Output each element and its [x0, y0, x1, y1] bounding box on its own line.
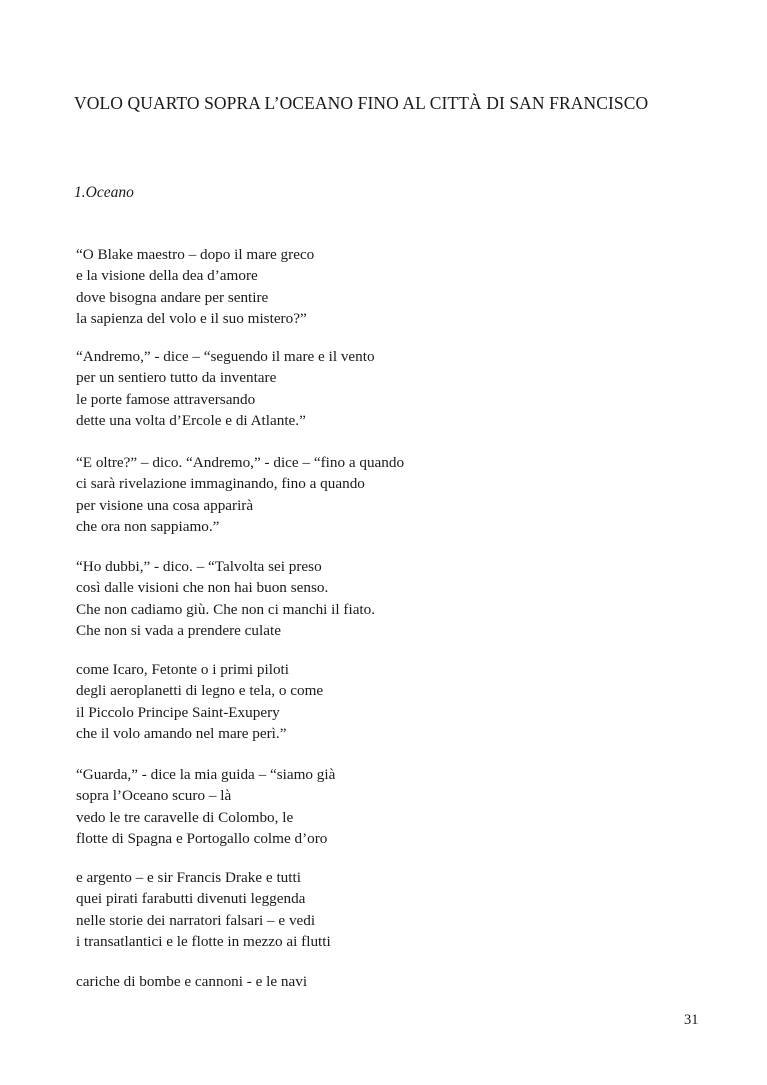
- stanza-2: [76, 346, 375, 431]
- verse-line: e argento – e sir Francis Drake e tutti: [76, 869, 301, 886]
- verse-line: sopra l’Oceano scuro – là: [76, 787, 232, 805]
- verse-line: che il volo amando nel mare perì.”: [76, 724, 287, 742]
- verse-line: dove bisogna andare per sentire: [76, 288, 269, 306]
- verse-line: “Guarda,” - dice la mia guida – “siamo già: [76, 766, 336, 783]
- verse-line: “Ho dubbi,” - dico. – “Talvolta sei preso: [76, 558, 322, 575]
- verse-line: le porte famose attraversando: [76, 390, 256, 408]
- stanza-6: [76, 764, 335, 849]
- verse-line: Che non cadiamo giù. Che non ci manchi il fiato.: [76, 600, 376, 618]
- verse-line: per visione una cosa apparirà: [76, 496, 254, 514]
- stanza-8: [76, 971, 307, 992]
- stanza-4: [76, 556, 375, 641]
- verse-line: “E oltre?” – dico. “Andremo,” - dice – “fino a quando: [76, 454, 405, 471]
- stanza-1: [76, 244, 314, 329]
- stanza-5: [76, 659, 323, 744]
- verse-line: dette una volta d’Ercole e di Atlante.”: [76, 411, 306, 429]
- verse-line: vedo le tre caravelle di Colombo, le: [76, 808, 294, 826]
- verse-line: per un sentiero tutto da inventare: [76, 369, 277, 387]
- page-number: 31: [684, 1012, 699, 1028]
- verse-line: Che non si vada a prendere culate: [76, 621, 281, 639]
- page-title: VOLO QUARTO SOPRA L’OCEANO FINO AL CITTÀ DI SAN FRANCISCO: [74, 93, 649, 113]
- verse-line: cariche di bombe e cannoni - e le navi: [76, 973, 308, 990]
- verse-line: la sapienza del volo e il suo mistero?”: [76, 309, 307, 327]
- verse-line: nelle storie dei narratori falsari – e vedi: [76, 911, 316, 929]
- stanza-3: [76, 452, 404, 537]
- verse-line: che ora non sappiamo.”: [76, 517, 220, 535]
- stanza-7: [76, 867, 331, 952]
- verse-line: così dalle visioni che non hai buon senso.: [76, 579, 329, 597]
- verse-line: i transatlantici e le flotte in mezzo ai flutti: [76, 932, 331, 950]
- verse-line: “O Blake maestro – dopo il mare greco: [76, 246, 315, 263]
- verse-line: flotte di Spagna e Portogallo colme d’oro: [76, 829, 328, 847]
- section-heading: 1.Oceano: [74, 184, 134, 201]
- verse-line: e la visione della dea d’amore: [76, 267, 258, 285]
- verse-line: il Piccolo Principe Saint-Exupery: [76, 703, 280, 721]
- verse-line: come Icaro, Fetonte o i primi piloti: [76, 661, 289, 678]
- verse-line: ci sarà rivelazione immaginando, fino a quando: [76, 475, 365, 493]
- verse-line: quei pirati farabutti divenuti leggenda: [76, 890, 306, 908]
- verse-line: degli aeroplanetti di legno e tela, o come: [76, 682, 324, 700]
- verse-line: “Andremo,” - dice – “seguendo il mare e il vento: [76, 348, 375, 365]
